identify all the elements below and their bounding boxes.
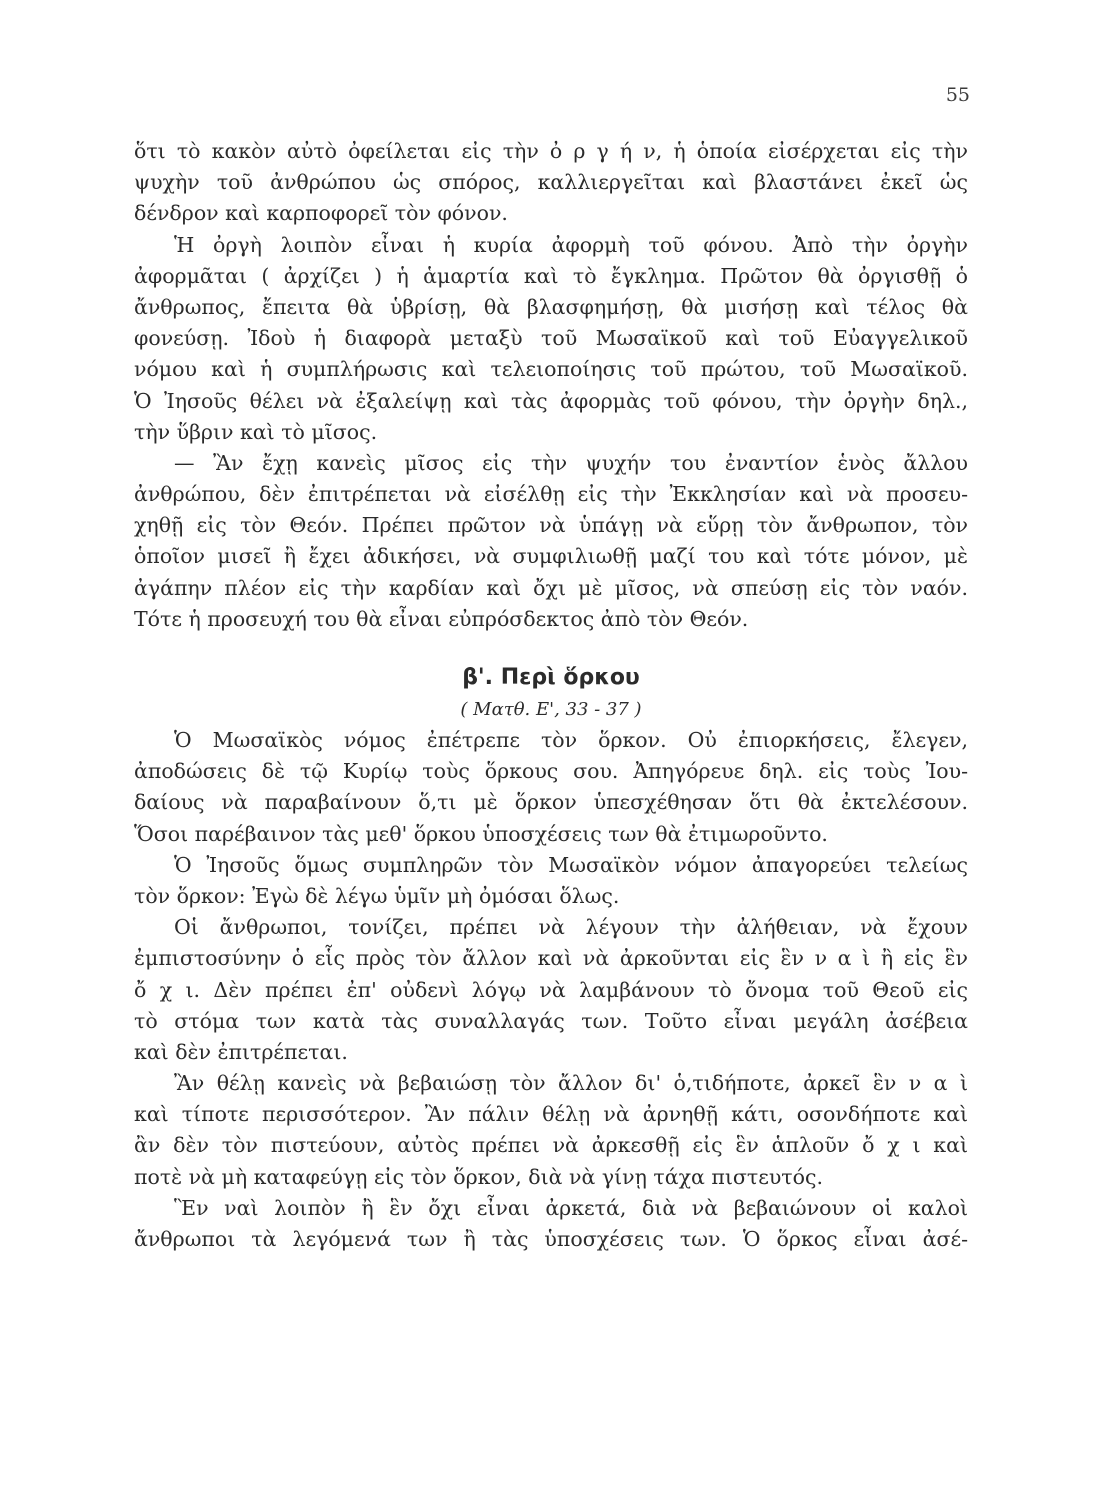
text-line: φονεύσῃ. Ἰδοὺ ἡ διαφορὰ μεταξὺ τοῦ Μωσαϊκοῦ καὶ τοῦ Εὐαγγελικοῦ <box>134 326 968 351</box>
text-line: Ὁ Ἰησοῦς ὅμως συμπληρῶν τὸν Μωσαϊκὸν νόμον ἀπαγορεύει τελείως <box>174 852 968 877</box>
section-title: β'. Περὶ ὅρκου <box>462 665 640 690</box>
text-line: τὴν ὕβριν καὶ τὸ μῖσος. <box>134 419 378 444</box>
text-line: Ὁ Μωσαϊκὸς νόμος ἐπέτρεπε τὸν ὅρκον. Οὐ ἐπιορκήσεις, ἔλεγεν, <box>174 728 968 752</box>
page-number: 55 <box>945 84 970 106</box>
text-line: ὅτι τὸ κακὸν αὐτὸ ὀφείλεται εἰς τὴν ὀ ρ γ ή ν, ἡ ὁποία εἰσέρχεται εἰς τὴν <box>134 139 968 163</box>
text-line: — Ἂν ἔχῃ κανεὶς μῖσος εἰς τὴν ψυχήν του ἐναντίον ἑνὸς ἄλλου <box>174 450 968 475</box>
text-line: Τότε ἡ προσευχή του θὰ εἶναι εὐπρόσδεκτος ἀπὸ τὸν Θεόν. <box>134 606 749 631</box>
text-line: ὄ χ ι. Δὲν πρέπει ἐπ' οὐδενὶ λόγῳ νὰ λαμβάνουν τὸ ὄνομα τοῦ Θεοῦ εἰς <box>134 977 968 1002</box>
text-line: ἂν δὲν τὸν πιστεύουν, αὐτὸς πρέπει νὰ ἀρκεσθῇ εἰς ἓν ἁπλοῦν ὄ χ ι καὶ <box>134 1133 968 1158</box>
text-line: τὸ στόμα των κατὰ τὰς συναλλαγάς των. Τοῦτο εἶναι μεγάλη ἀσέβεια <box>134 1008 968 1033</box>
text-line: ψυχὴν τοῦ ἀνθρώπου ὡς σπόρος, καλλιεργεῖται καὶ βλαστάνει ἐκεῖ ὡς <box>134 170 968 195</box>
text-line: Ἂν θέλῃ κανεὶς νὰ βεβαιώσῃ τὸν ἄλλον δι' ὁ,τιδήποτε, ἀρκεῖ ἓν ν α ὶ <box>174 1071 968 1096</box>
text-line: χηθῇ εἰς τὸν Θεόν. Πρέπει πρῶτον νὰ ὑπάγῃ νὰ εὕρῃ τὸν ἄνθρωπον, τὸν <box>134 513 968 538</box>
text-line: καὶ τίποτε περισσότερον. Ἂν πάλιν θέλῃ νὰ ἀρνηθῇ κάτι, οσονδήποτε καὶ <box>134 1102 968 1127</box>
text-line: τὸν ὅρκον: Ἐγὼ δὲ λέγω ὑμῖν μὴ ὀμόσαι ὅλως. <box>134 883 620 908</box>
section-reference: ( Ματθ. Ε', 33 - 37 ) <box>460 699 642 720</box>
text-line: ἀποδώσεις δὲ τῷ Κυρίῳ τοὺς ὅρκους σου. Ἀπηγόρευε δηλ. εἰς τοὺς Ἰου- <box>134 759 968 784</box>
text-line: Ἡ ὀργὴ λοιπὸν εἶναι ἡ κυρία ἀφορμὴ τοῦ φόνου. Ἀπὸ τὴν ὀργὴν <box>174 232 968 257</box>
text-line: ἀνθρώπου, δὲν ἐπιτρέπεται νὰ εἰσέλθῃ εἰς τὴν Ἐκκλησίαν καὶ νὰ προσευ- <box>134 482 968 507</box>
text-line: Ὅσοι παρέβαινον τὰς μεθ' ὅρκου ὑποσχέσεις των θὰ ἐτιμωροῦντο. <box>134 821 828 846</box>
text-column <box>134 136 968 1255</box>
text-line: δαίους νὰ παραβαίνουν ὅ,τι μὲ ὅρκον ὑπεσχέθησαν ὅτι θὰ ἐκτελέσουν. <box>134 790 968 815</box>
text-line: καὶ δὲν ἐπιτρέπεται. <box>134 1039 348 1064</box>
text-line: Ἓν ναὶ λοιπὸν ἢ ἓν ὄχι εἶναι ἀρκετά, διὰ νὰ βεβαιώνουν οἱ καλοὶ <box>174 1195 968 1220</box>
text-line: δένδρον καὶ καρποφορεῖ τὸν φόνον. <box>134 201 508 226</box>
text-line: ἐμπιστοσύνην ὁ εἷς πρὸς τὸν ἄλλον καὶ νὰ ἀρκοῦνται εἰς ἓν ν α ὶ ἢ εἰς ἓν <box>134 946 968 971</box>
text-line: ἄνθρωπος, ἔπειτα θὰ ὑβρίσῃ, θὰ βλασφημήσῃ, θὰ μισήσῃ καὶ τέλος θὰ <box>134 294 968 319</box>
text-line: ὁποῖον μισεῖ ἢ ἔχει ἀδικήσει, νὰ συμφιλιωθῇ μαζί του καὶ τότε μόνον, μὲ <box>134 544 968 569</box>
text-line: ἀγάπην πλέον εἰς τὴν καρδίαν καὶ ὄχι μὲ μῖσος, νὰ σπεύσῃ εἰς τὸν ναόν. <box>134 575 968 600</box>
paragraphs-after-section <box>134 725 968 1255</box>
text-line: νόμου καὶ ἡ συμπλήρωσις καὶ τελειοποίησις τοῦ πρώτου, τοῦ Μωσαϊκοῦ. <box>134 357 968 382</box>
text-line: ἄνθρωποι τὰ λεγόμενά των ἢ τὰς ὑποσχέσεις των. Ὁ ὅρκος εἶναι ἀσέ- <box>134 1227 968 1251</box>
text-line: ποτὲ νὰ μὴ καταφεύγῃ εἰς τὸν ὅρκον, διὰ νὰ γίνῃ τάχα πιστευτός. <box>134 1164 823 1189</box>
paragraphs-before-section <box>134 136 968 635</box>
text-line: Οἱ ἄνθρωποι, τονίζει, πρέπει νὰ λέγουν τὴν ἀλήθειαν, νὰ ἔχουν <box>174 915 968 940</box>
text-line: Ὁ Ἰησοῦς θέλει νὰ ἐξαλείψῃ καὶ τὰς ἀφορμὰς τοῦ φόνου, τὴν ὀργὴν δηλ., <box>134 388 968 413</box>
text-line: ἀφορμᾶται ( ἀρχίζει ) ἡ ἁμαρτία καὶ τὸ ἔγκλημα. Πρῶτον θὰ ὀργισθῇ ὁ <box>134 263 968 288</box>
